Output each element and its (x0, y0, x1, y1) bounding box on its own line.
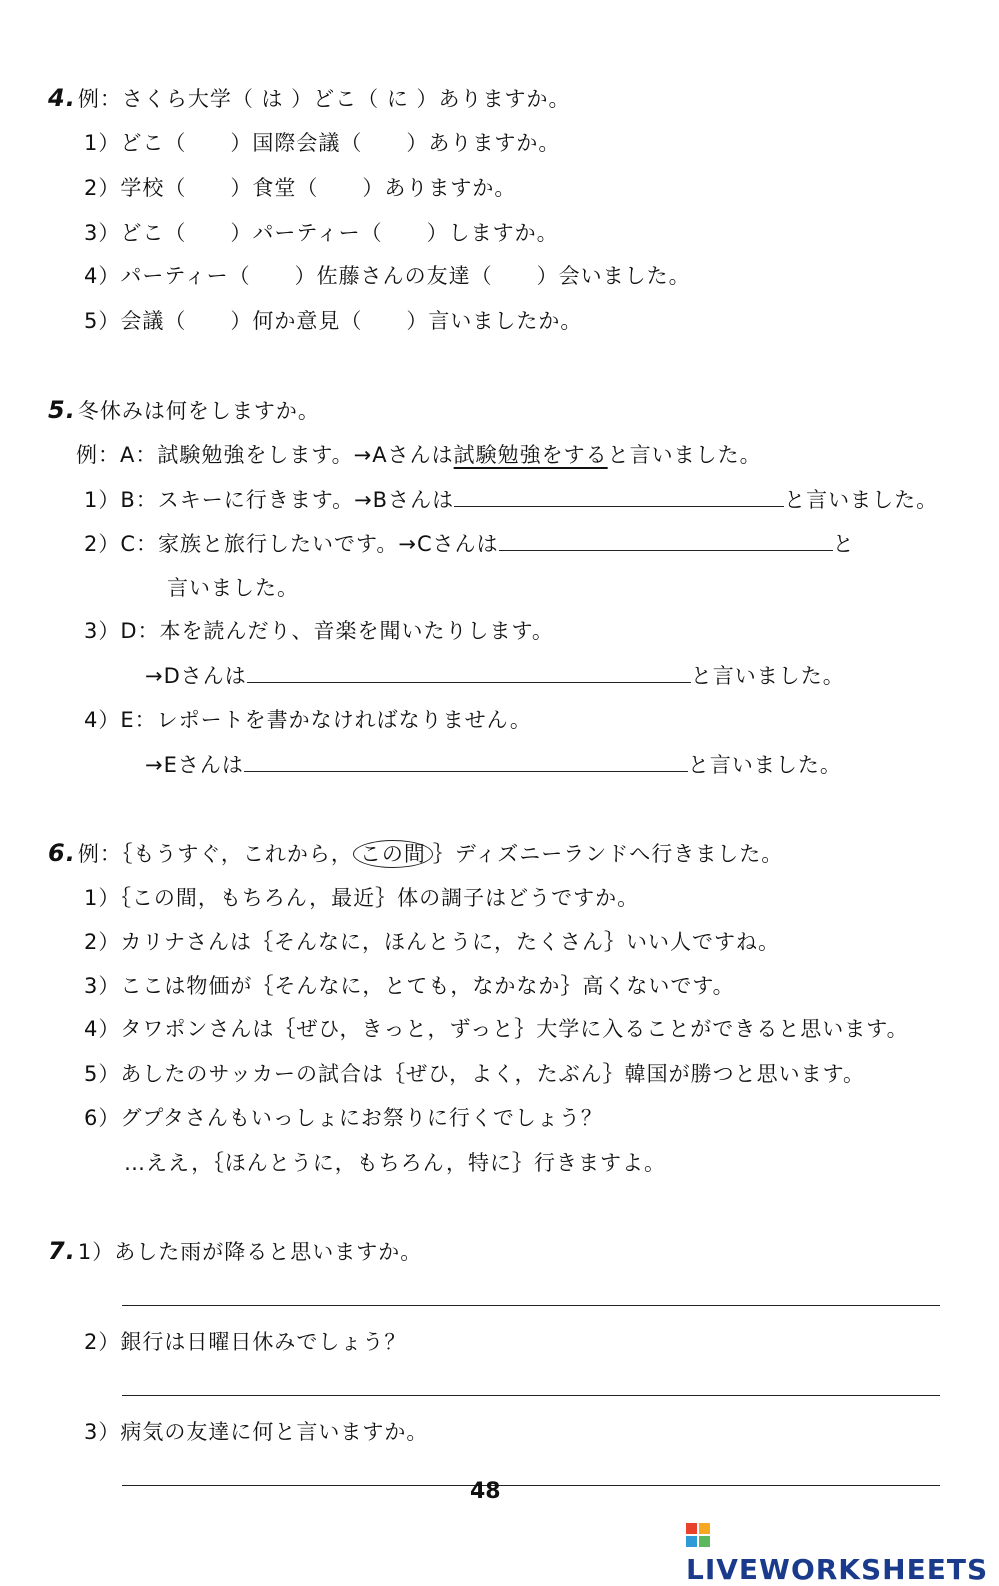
section5-title (48, 397, 320, 424)
section5-example-end: と言いました。 (607, 443, 762, 467)
section6-item-4: 4）タワポンさんは｛ぜひ，きっと，ずっと｝大学に入ることができると思います。 (84, 1017, 909, 1041)
answer-blank-1[interactable] (454, 488, 784, 507)
liveworksheets-mark-icon (686, 1523, 712, 1549)
answer-line-2[interactable] (122, 1395, 940, 1396)
section5-item-2-end: と (832, 532, 855, 556)
section6-item-1: 1）｛この間，もちろん，最近｝体の調子はどうですか。 (84, 886, 640, 910)
section5-title-text: 冬休みは何をしますか。 (77, 399, 320, 423)
section6-example-text: 例：｛もうすぐ，これから， (77, 842, 353, 866)
section4-item-5: 5）会議（ ）何か意見（ ）言いましたか。 (84, 309, 583, 333)
answer-line-3[interactable] (122, 1485, 940, 1486)
section5-example-underlined: 試験勉強をする (453, 443, 608, 467)
section4-example-text: 例：さくら大学（ は ）どこ（ に ）ありますか。 (77, 87, 571, 111)
section7-item-3: 3）病気の友達に何と言いますか。 (84, 1420, 429, 1444)
section6-number: 6. (48, 839, 76, 867)
section5-item-1-text: 1）B：スキーに行きます。→Bさんは (84, 488, 455, 512)
section4-number: 4. (48, 84, 76, 112)
liveworksheets-logo (686, 1520, 999, 1586)
section5-example (76, 442, 762, 468)
answer-blank-2[interactable] (499, 532, 833, 551)
answer-blank-3[interactable] (247, 664, 691, 683)
section6-item-3: 3）ここは物価が｛そんなに，とても，なかなか｝高くないです。 (84, 974, 735, 998)
section5-item-4-answer (145, 752, 842, 778)
section5-item-4-lead: →Eさんは (145, 753, 244, 777)
section4-item-4: 4）パーティー（ ）佐藤さんの友達（ ）会いました。 (84, 264, 691, 288)
section5-item-3-lead: →Dさんは (145, 664, 247, 688)
answer-line-1[interactable] (122, 1305, 940, 1306)
section5-number: 5. (48, 396, 76, 424)
section5-example-text: 例：A：試験勉強をします。→Aさんは (76, 443, 454, 467)
section6-example-end: ｝ディズニーランドへ行きました。 (432, 842, 784, 866)
section5-item-3: 3）D：本を読んだり、音楽を聞いたりします。 (84, 619, 554, 643)
section5-item-2-text: 2）C：家族と旅行したいです。→Cさんは (84, 532, 499, 556)
liveworksheets-text: LIVEWORKSHEETS (686, 1553, 989, 1586)
section6-example (48, 840, 783, 868)
section6-item-2: 2）カリナさんは｛そんなに，ほんとうに，たくさん｝いい人ですね。 (84, 930, 780, 954)
section6-item-6-answer: …ええ，｛ほんとうに，もちろん，特に｝行きますよ。 (124, 1151, 667, 1175)
section4-item-1: 1）どこ（ ）国際会議（ ）ありますか。 (84, 131, 561, 155)
section5-item-1-end: と言いました。 (784, 488, 939, 512)
section6-example-circled: この間 (353, 840, 433, 868)
answer-blank-4[interactable] (244, 753, 688, 772)
section5-item-2-continued: 言いました。 (167, 576, 299, 600)
section5-item-4: 4）E：レポートを書かなければなりません。 (84, 708, 532, 732)
section5-item-4-end: と言いました。 (687, 753, 842, 777)
section5-item-3-answer (145, 663, 845, 689)
section4-example (48, 85, 571, 112)
section7-item-1 (48, 1238, 422, 1265)
section6-item-6: 6）グプタさんもいっしょにお祭りに行くでしょう？ (84, 1106, 603, 1130)
section6-item-5: 5）あしたのサッカーの試合は｛ぜひ，よく，たぶん｝韓国が勝つと思います。 (84, 1062, 865, 1086)
section4-item-2: 2）学校（ ）食堂（ ）ありますか。 (84, 176, 517, 200)
page-number: 48 (470, 1479, 501, 1504)
section7-number: 7. (48, 1237, 76, 1265)
section5-item-3-end: と言いました。 (690, 664, 845, 688)
section7-item-1-text: 1）あした雨が降ると思いますか。 (77, 1240, 423, 1264)
section5-item-1 (84, 487, 938, 513)
section5-item-2 (84, 531, 855, 557)
section7-item-2: 2）銀行は日曜日休みでしょう？ (84, 1330, 407, 1354)
section4-item-3: 3）どこ（ ）パーティー（ ）しますか。 (84, 221, 559, 245)
